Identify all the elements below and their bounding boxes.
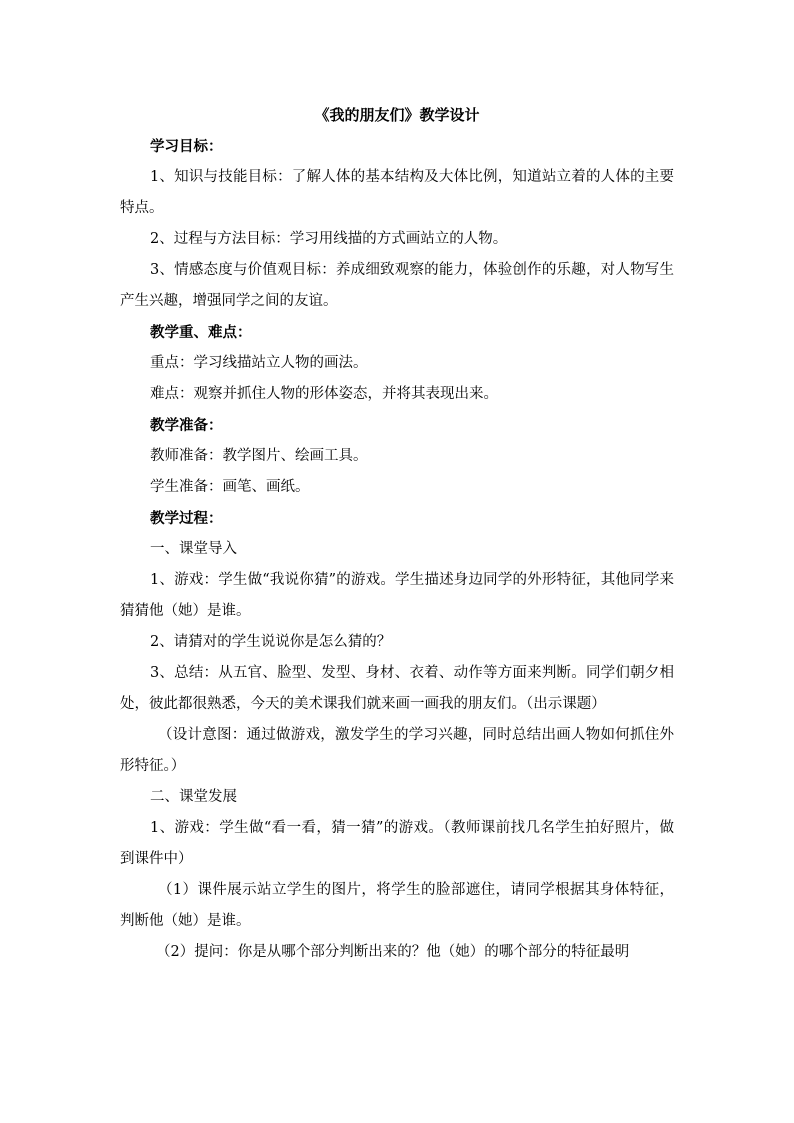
part-2-title: 二、课堂发展 — [150, 789, 237, 805]
goals-heading: 学习目标： — [150, 138, 223, 155]
preparation-heading: 教学准备： — [150, 417, 223, 434]
goal-2: 2、过程与方法目标：学习用线描的方式画站立的人物。 — [150, 231, 508, 247]
part-1-design-intent: （设计意图：通过做游戏，激发学生的学习兴趣，同时总结出画人物如何抓住外形特征。） — [120, 727, 674, 774]
part-2-item-1: 1、游戏：学生做“看一看，猜一猜”的游戏。（教师课前找几名学生拍好照片，做到课件中） — [120, 820, 674, 867]
process-heading: 教学过程： — [150, 510, 223, 527]
part-2-sub-item-1: （1）课件展示站立学生的图片，将学生的脸部遮住，请同学根据其身体特征，判断他（她）是谁。 — [120, 882, 674, 929]
key-difficult-heading: 教学重、难点： — [150, 324, 252, 341]
teacher-preparation: 教师准备：教学图片、绘画工具。 — [150, 448, 368, 464]
part-2-sub-item-2: （2）提问：你是从哪个部分判断出来的？他（她）的哪个部分的特征最明 — [156, 944, 630, 960]
key-point: 重点：学习线描站立人物的画法。 — [150, 355, 368, 371]
difficult-point: 难点：观察并抓住人物的形体姿态，并将其表现出来。 — [150, 386, 498, 402]
goal-1: 1、知识与技能目标：了解人体的基本结构及大体比例，知道站立着的人体的主要特点。 — [120, 169, 674, 216]
document-body — [120, 100, 674, 968]
part-1-item-3: 3、总结：从五官、脸型、发型、身材、衣着、动作等方面来判断。同学们朝夕相处，彼此都很熟悉，今天的美术课我们就来画一画我的朋友们。（出示课题） — [120, 665, 674, 712]
part-1-item-2: 2、请猜对的学生说说你是怎么猜的？ — [150, 634, 392, 650]
goal-3: 3、情感态度与价值观目标：养成细致观察的能力，体验创作的乐趣，对人物写生产生兴趣，增强同学之间的友谊。 — [120, 262, 674, 309]
part-1-item-1: 1、游戏：学生做“我说你猜”的游戏。学生描述身边同学的外形特征，其他同学来猜猜他（她）是谁。 — [120, 572, 674, 619]
part-1-title: 一、课堂导入 — [150, 541, 237, 557]
document-title: 《我的朋友们》教学设计 — [314, 106, 480, 124]
student-preparation: 学生准备：画笔、画纸。 — [150, 479, 310, 495]
